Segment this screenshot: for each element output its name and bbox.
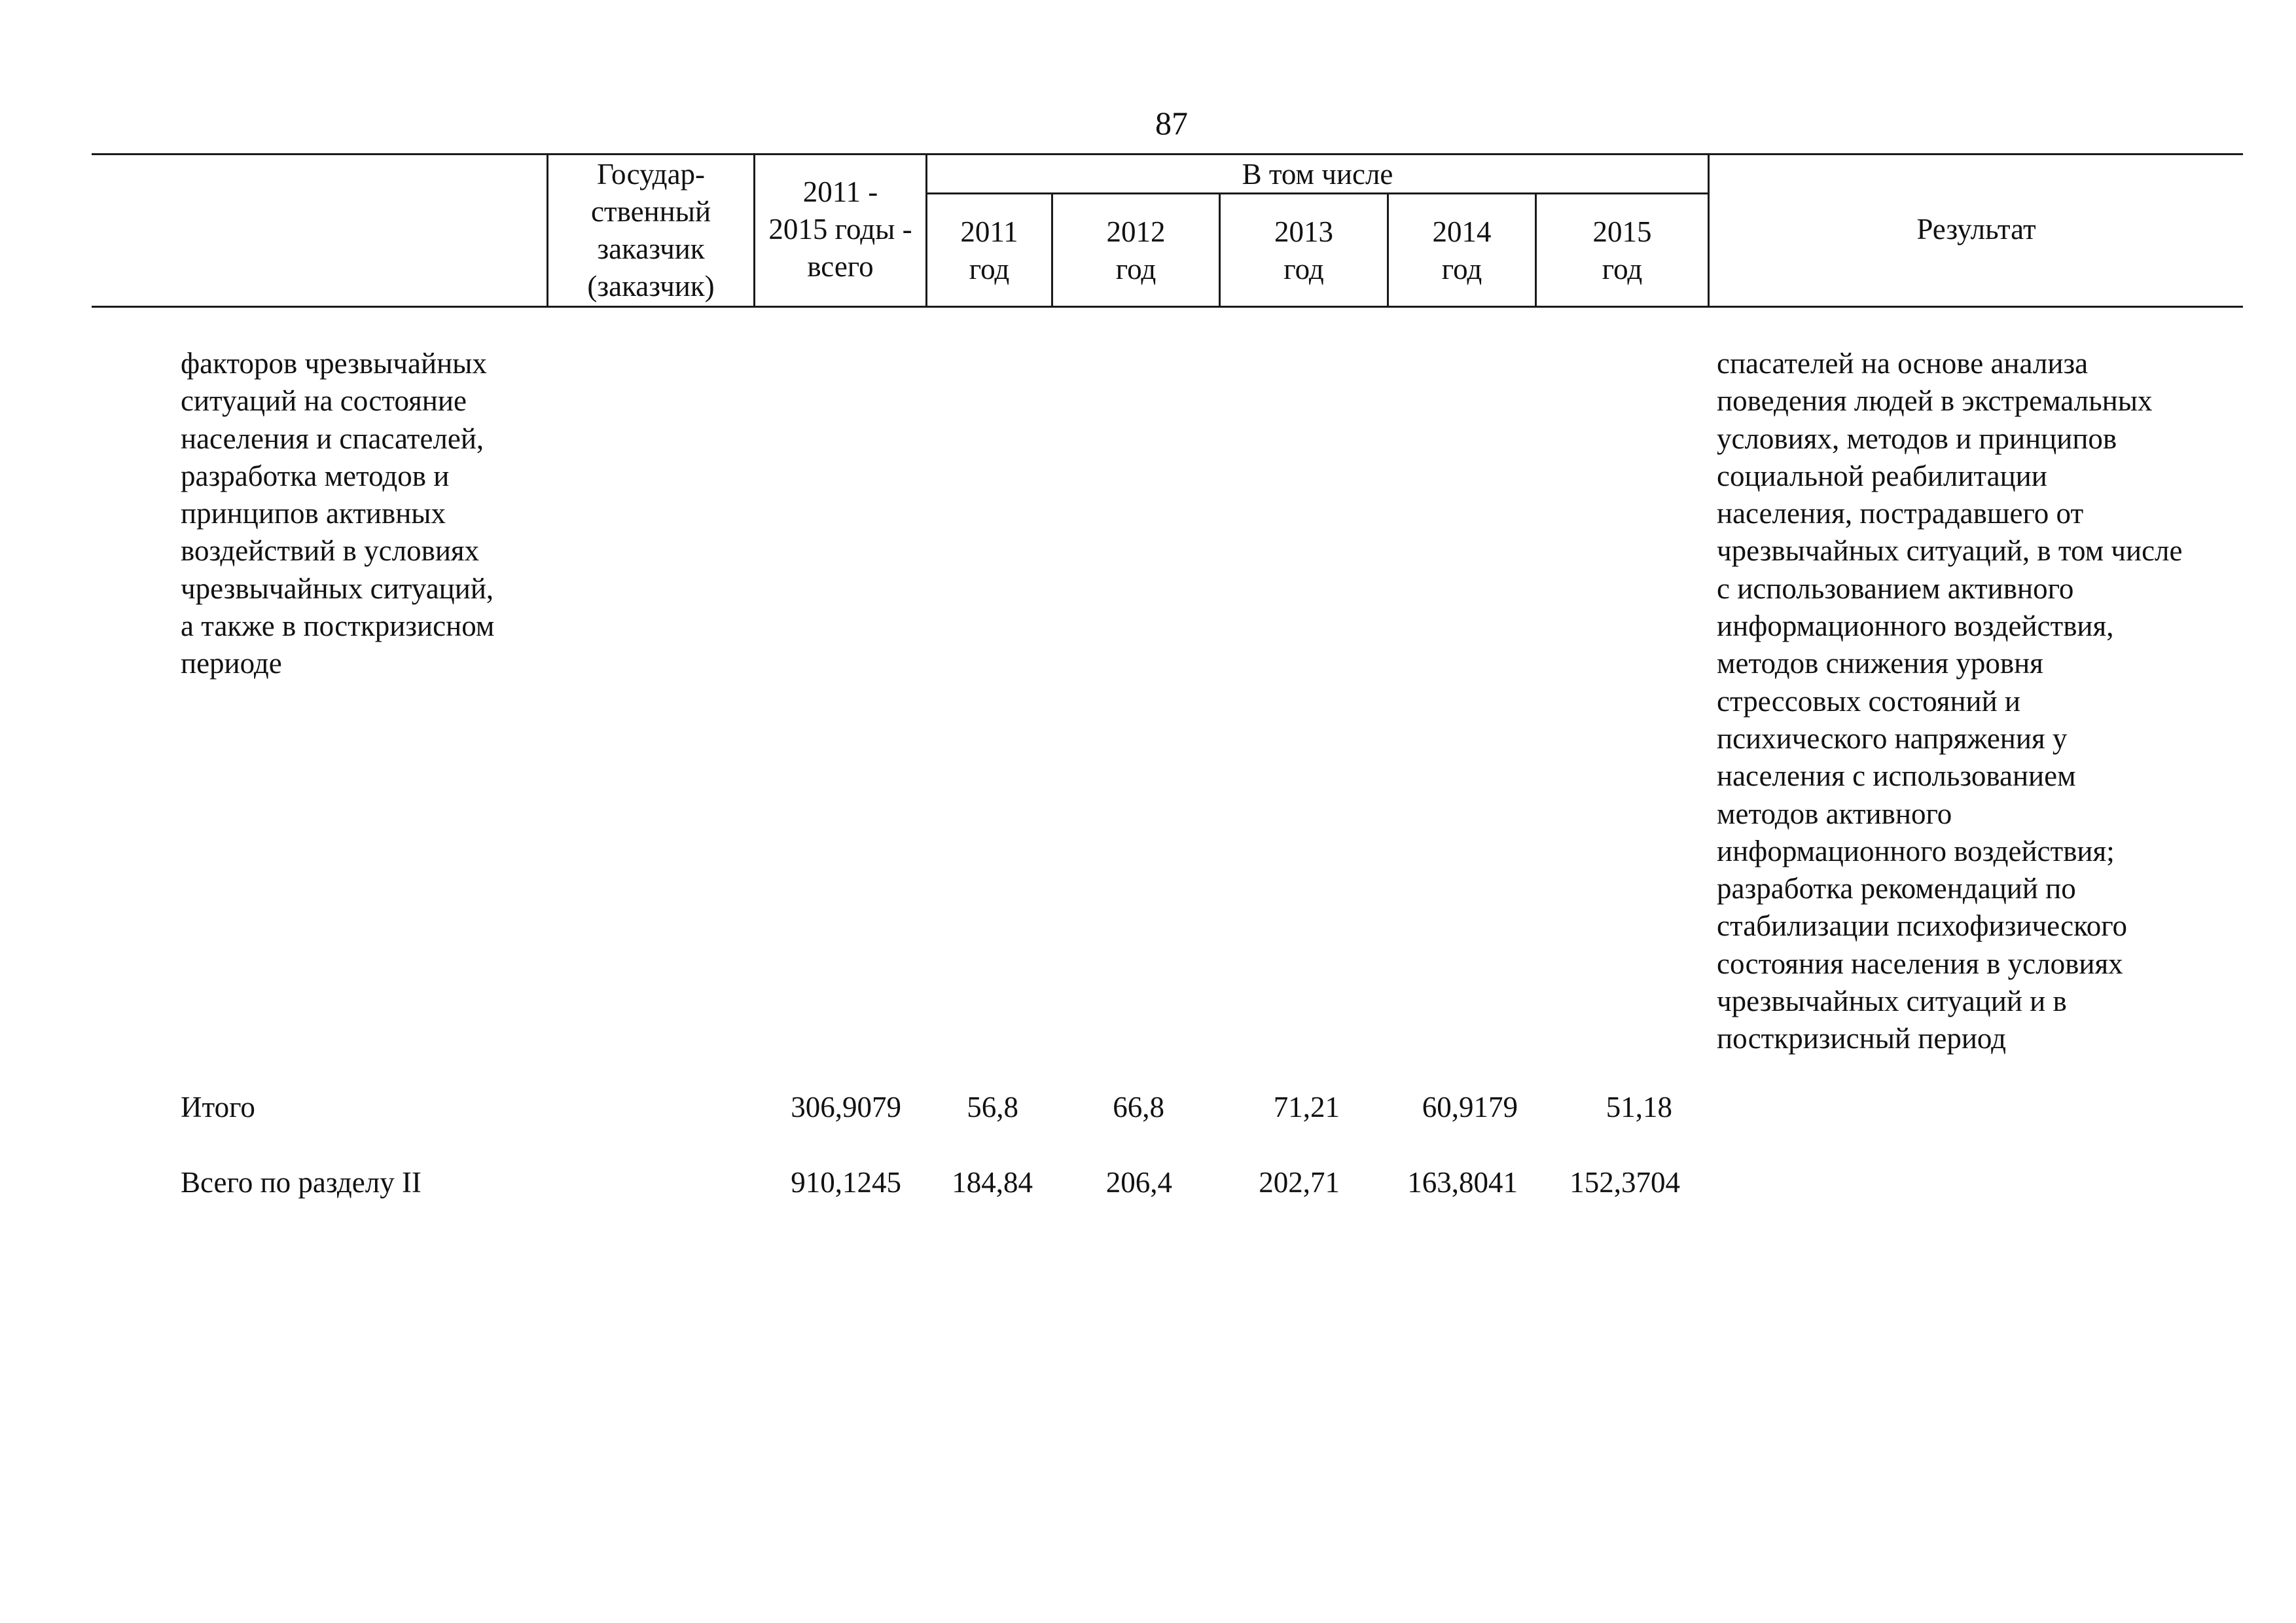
cell-2013: 202,71 <box>1259 1166 1340 1199</box>
header-year-unit: год <box>1602 253 1643 285</box>
activity-line: воздействий в условиях <box>181 534 480 568</box>
result-line: с использованием активного <box>1717 572 2074 605</box>
cell-2012: 206,4 <box>1105 1166 1172 1199</box>
activity-line: а также в посткризисном <box>181 610 495 643</box>
header-year-label: 2012 <box>1106 215 1166 248</box>
header-customer <box>548 156 753 305</box>
activity-line: периоде <box>181 647 282 680</box>
cell-total: 306,9079 <box>791 1091 901 1123</box>
result-line: разработка рекомендаций по <box>1717 872 2076 905</box>
cell-2014: 163,8041 <box>1407 1166 1518 1199</box>
header-year-2011 <box>927 213 1051 288</box>
header-year-2013 <box>1221 213 1387 288</box>
header-customer-line: Государ- <box>596 158 706 191</box>
result-line: психического напряжения у <box>1717 721 2068 755</box>
result-line: населения с использованием <box>1717 759 2076 793</box>
result-line: методов активного <box>1717 797 1952 830</box>
header-year-unit: год <box>1441 253 1482 285</box>
header-total <box>755 173 925 285</box>
header-year-label: 2014 <box>1432 215 1492 248</box>
header-year-2015 <box>1537 213 1708 288</box>
header-total-line: 2011 - <box>802 175 878 208</box>
activity-line: разработка методов и <box>181 459 450 492</box>
cell-total: 910,1245 <box>791 1166 901 1199</box>
result-line: информационного воздействия; <box>1717 834 2115 867</box>
header-customer-line: ственный <box>590 195 711 228</box>
activity-line: чрезвычайных ситуаций, <box>181 572 494 605</box>
cell-2011: 56,8 <box>967 1091 1018 1123</box>
cell-2014: 60,9179 <box>1422 1091 1518 1123</box>
row-label: Итого <box>181 1091 255 1123</box>
activity-description <box>181 345 494 683</box>
result-line: состояния населения в условиях <box>1717 947 2123 980</box>
row-label: Всего по разделу II <box>181 1166 422 1199</box>
header-year-unit: год <box>1115 253 1157 285</box>
activity-line: принципов активных <box>181 497 446 530</box>
activity-line: ситуаций на состояние <box>181 384 467 418</box>
header-year-label: 2015 <box>1592 215 1652 248</box>
cell-2015: 152,3704 <box>1570 1166 1680 1199</box>
result-line: социальной реабилитации <box>1717 459 2047 492</box>
header-customer-line: (заказчик) <box>587 270 715 302</box>
header-bottom-rule <box>92 306 2243 308</box>
header-including: В том числе <box>1242 158 1393 191</box>
header-top-rule <box>92 153 2243 155</box>
result-line: чрезвычайных ситуаций и в <box>1717 985 2067 1018</box>
cell-2012: 66,8 <box>1113 1091 1164 1123</box>
result-line: условиях, методов и принципов <box>1717 422 2117 455</box>
page-number: 87 <box>1155 105 1188 141</box>
result-line: чрезвычайных ситуаций, в том числе <box>1717 534 2183 568</box>
activity-line: населения и спасателей, <box>181 422 484 455</box>
header-year-label: 2011 <box>960 215 1018 248</box>
result-line: поведения людей в экстремальных <box>1717 384 2153 418</box>
header-year-unit: год <box>1283 253 1324 285</box>
result-line: стрессовых состояний и <box>1717 684 2021 718</box>
header-total-line: 2015 годы - <box>768 213 912 246</box>
header-year-2014 <box>1389 213 1535 288</box>
header-total-line: всего <box>807 250 874 283</box>
header-year-2012 <box>1053 213 1219 288</box>
cell-2011: 184,84 <box>952 1166 1033 1199</box>
result-line: населения, пострадавшего от <box>1717 497 2084 530</box>
activity-line: факторов чрезвычайных <box>181 347 487 380</box>
result-line: посткризисный период <box>1717 1022 2007 1055</box>
header-customer-line: заказчик <box>597 232 705 265</box>
header-result: Результат <box>1916 213 2036 246</box>
result-line: методов снижения уровня <box>1717 647 2043 680</box>
result-description <box>1717 345 2182 1058</box>
header-year-unit: год <box>969 253 1010 285</box>
result-line: спасателей на основе анализа <box>1717 347 2089 380</box>
result-line: информационного воздействия, <box>1717 610 2114 643</box>
header-year-label: 2013 <box>1274 215 1333 248</box>
cell-2013: 71,21 <box>1273 1091 1340 1123</box>
result-line: стабилизации психофизического <box>1717 909 2128 943</box>
cell-2015: 51,18 <box>1605 1091 1672 1123</box>
